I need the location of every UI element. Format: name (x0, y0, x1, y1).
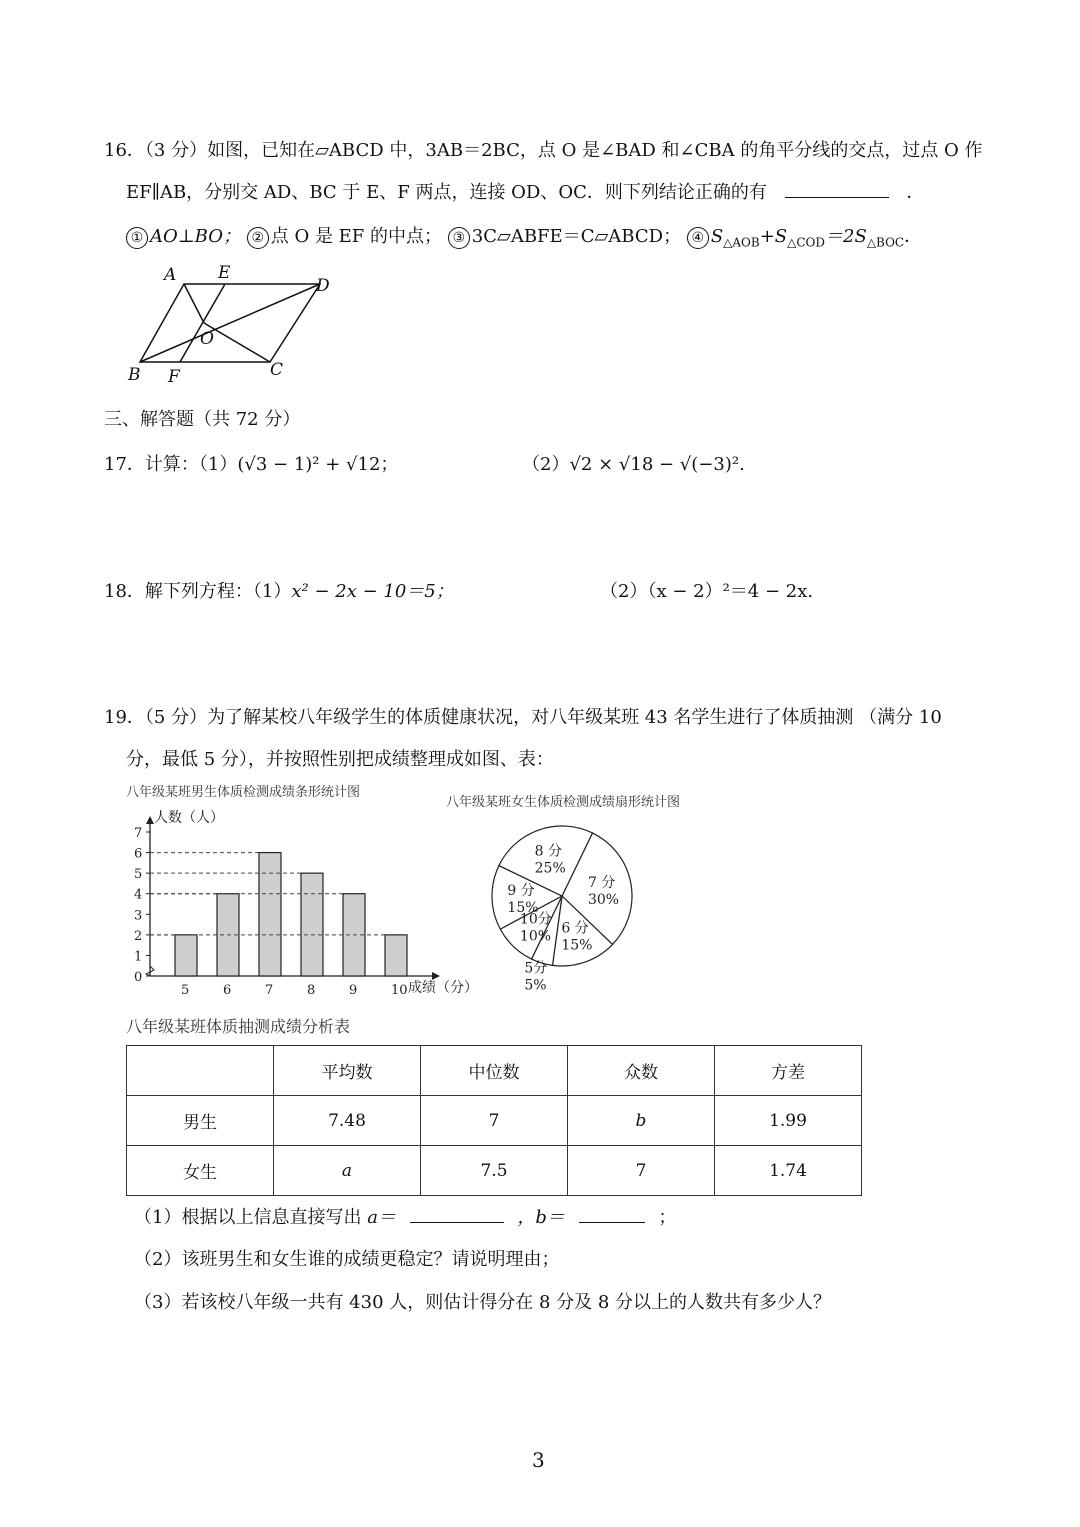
label-e: E (218, 263, 231, 283)
table-cell: 7.5 (421, 1146, 568, 1196)
pie-slice-label: 5分 (524, 960, 548, 977)
pie-slice-pct: 30% (587, 891, 620, 908)
q18-eq2: （2）（x − 2）²＝4 − 2x. (600, 581, 814, 602)
answer-a-blank[interactable] (410, 1204, 504, 1223)
bar-chart-xlabel: 成绩（分） (408, 980, 478, 996)
circle-4: ④ (687, 227, 709, 249)
section-3-heading: 三、解答题（共 72 分） (104, 409, 301, 430)
label-o: O (200, 329, 214, 349)
header-cell: 众数 (568, 1046, 715, 1096)
y-axis-arrow (146, 816, 154, 824)
bar-chart-title: 八年级某班男生体质检测成绩条形统计图 (126, 785, 361, 800)
table-title: 八年级某班体质抽测成绩分析表 (126, 1017, 351, 1036)
q17-prefix: 17．计算：（1） (104, 454, 238, 475)
q19-sub1-end: ； (658, 1207, 677, 1228)
x-tick-label: 8 (307, 983, 316, 998)
x-tick-label: 7 (265, 983, 274, 998)
y-tick-label: 7 (134, 826, 143, 841)
q18-prefix: 18．解下列方程：（1） (104, 581, 292, 602)
q16-line2-text: EF∥AB，分别交 AD、BC 于 E、F 两点，连接 OD、OC．则下列结论正确的有 (126, 182, 767, 203)
q19-sub2: （2）该班男生和女生谁的成绩更稳定？请说明理由； (134, 1249, 560, 1270)
header-cell: 中位数 (421, 1046, 568, 1096)
label-a: A (164, 265, 177, 285)
bar-chart-ylabel: 人数（人） (154, 810, 224, 826)
y-tick-label: 5 (134, 867, 143, 883)
bar (385, 935, 407, 976)
q19-sub1-a: a＝ (367, 1207, 396, 1228)
label-c: C (270, 360, 284, 380)
q16-opt4-sub3: △BOC (866, 235, 905, 250)
bar (301, 873, 323, 976)
q16-opt4-sub2: △COD (787, 235, 826, 250)
pie-chart-title: 八年级某班女生体质检测成绩扇形统计图 (446, 795, 681, 810)
pie-slice-pct: 15% (561, 937, 593, 954)
circle-1: ① (126, 227, 148, 249)
table-cell: 女生 (127, 1146, 274, 1196)
pie-slice-pct: 10% (519, 928, 552, 945)
q16-opt3: 3C▱ABFE＝C▱ABCD； (471, 226, 682, 247)
x-tick-label: 5 (181, 983, 190, 998)
pie-chart (440, 784, 710, 994)
segment-ef (180, 284, 225, 362)
table-cell: a (274, 1146, 421, 1196)
table-cell: 1.99 (715, 1096, 862, 1146)
q17-part1 (104, 450, 398, 476)
circle-3: ③ (448, 227, 470, 249)
x-axis-arrow (432, 972, 440, 980)
q16-opt4-b: +S (759, 226, 788, 247)
parallelogram-figure (120, 258, 350, 388)
q16-opt1: AO⊥BO； (150, 226, 242, 247)
bar (175, 935, 197, 976)
pie-slice-label: 10分 (519, 911, 552, 928)
q16-line2-end: ． (906, 182, 925, 203)
q16-opt4-d: ． (904, 226, 923, 247)
q18-eq1: x² − 2x − 10＝5； (291, 581, 454, 602)
q19-line1: 19．（5 分）为了解某校八年级学生的体质健康状况，对八年级某班 43 名学生进行了体质抽测 （满分 10 (104, 707, 942, 728)
q16-answer-blank[interactable] (785, 179, 889, 198)
pie-slice-label: 8 分 (534, 843, 562, 860)
pie-slice-pct: 25% (534, 860, 566, 877)
answer-b-blank[interactable] (579, 1204, 645, 1223)
q18-part1 (104, 577, 454, 603)
q16-opt4-a: S (710, 226, 724, 247)
x-tick-label: 9 (349, 983, 358, 998)
label-f: F (168, 367, 180, 387)
y-tick-label: 6 (134, 846, 143, 862)
circle-2: ② (247, 227, 269, 249)
table-row (127, 1146, 862, 1196)
header-cell: 平均数 (274, 1046, 421, 1096)
q16-options (126, 222, 922, 250)
x-tick-label: 6 (223, 983, 232, 998)
q16-line1: 16．（3 分）如图，已知在▱ABCD 中，3AB＝2BC，点 O 是∠BAD 和∠CBA 的角平分线的交点，过点 O 作 (104, 140, 983, 161)
pie-slice-pct: 5% (524, 977, 547, 994)
page-number: 3 (532, 1448, 545, 1472)
bar (259, 853, 281, 976)
table-cell: 7.48 (274, 1096, 421, 1146)
pie-slice-pct: 15% (507, 899, 539, 916)
q19-sub3: （3）若该校八年级一共有 430 人，则估计得分在 8 分及 8 分以上的人数共有多少人？ (134, 1292, 832, 1313)
pie-slice-label: 7 分 (587, 874, 616, 891)
table-header-row (127, 1046, 862, 1096)
pie-slice-label: 9 分 (507, 882, 535, 899)
q16-opt2: 点 O 是 EF 的中点； (270, 226, 443, 247)
stats-table (126, 1045, 862, 1196)
segment-ao (184, 284, 204, 323)
segment-bd (140, 284, 320, 362)
x-tick-label: 10 (391, 983, 408, 998)
q17-part2 (522, 450, 745, 476)
q19-line2: 分，最低 5 分），并按照性别把成绩整理成如图、表： (126, 749, 554, 770)
header-cell (127, 1046, 274, 1096)
q19-sub1 (134, 1203, 676, 1229)
q19-sub1-b: ，b＝ (517, 1207, 565, 1228)
pie-slice-label: 6 分 (561, 920, 589, 937)
label-d: D (316, 276, 330, 296)
y-tick-label: 0 (134, 970, 143, 985)
y-tick-label: 3 (134, 908, 143, 924)
y-tick-label: 4 (134, 887, 143, 903)
q16-opt4-c: ＝2S (825, 226, 867, 247)
y-tick-label: 1 (134, 949, 143, 965)
q17-expr1: (√3 − 1)² + √12； (237, 454, 399, 475)
y-tick-label: 2 (134, 928, 143, 944)
q16-opt4-sub1: △AOB (723, 235, 760, 250)
table-cell: 7 (421, 1096, 568, 1146)
q17-expr2: √2 × √18 − √(−3)². (569, 454, 745, 475)
q17-part2-prefix: （2） (522, 454, 570, 475)
label-b: B (128, 365, 141, 385)
table-cell: 7 (568, 1146, 715, 1196)
table-cell: 男生 (127, 1096, 274, 1146)
table-cell: b (568, 1096, 715, 1146)
q16-line2 (126, 178, 924, 204)
table-row (127, 1096, 862, 1146)
header-cell: 方差 (715, 1046, 862, 1096)
table-cell: 1.74 (715, 1146, 862, 1196)
q19-sub1-prefix: （1）根据以上信息直接写出 (134, 1207, 368, 1228)
